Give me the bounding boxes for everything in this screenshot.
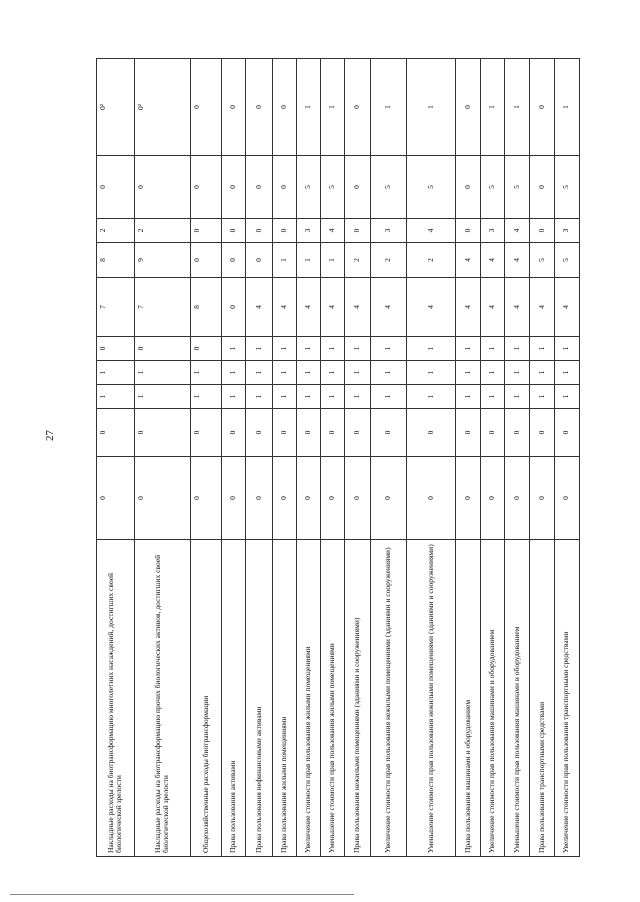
code-digit-cell: 0 [246, 243, 272, 278]
row-label: Увеличение стоимости прав пользования машинами и оборудованием [480, 540, 504, 857]
table-row [407, 59, 455, 857]
code-digit-cell: 0 [554, 457, 579, 540]
code-digit-cell: 4 [455, 243, 480, 278]
table-row [505, 59, 530, 857]
row-label: Права пользования активами [222, 540, 246, 857]
code-digit-cell: 4 [480, 278, 504, 337]
table-row [345, 59, 370, 857]
code-digit-cell: 1 [222, 385, 246, 409]
code-digit-cell: 4 [407, 278, 455, 337]
row-label: Права пользования транспортными средствами [530, 540, 554, 857]
code-digit-cell: 1 [321, 385, 345, 409]
code-digit-cell: 0 [321, 409, 345, 457]
code-digit-cell: 1 [296, 59, 320, 156]
code-digit-cell: 0 [246, 219, 272, 243]
code-digit-cell: 1 [554, 385, 579, 409]
code-digit-cell: 1 [370, 361, 407, 385]
code-digit-cell: 0 [134, 409, 190, 457]
code-digit-cell: 0 [345, 409, 370, 457]
code-digit-cell: 4 [321, 278, 345, 337]
code-digit-cell: 0 [505, 457, 530, 540]
code-digit-cell: 1 [321, 337, 345, 361]
code-digit-cell: 1 [296, 361, 320, 385]
code-digit-cell: 1 [134, 361, 190, 385]
row-label: Уменьшение стоимости прав пользования жилыми помещениями [321, 540, 345, 857]
rotated-table-wrapper [96, 59, 580, 857]
code-digit-cell: 2 [134, 219, 190, 243]
code-digit-cell: 8 [190, 278, 222, 337]
code-digit-cell: 5 [296, 156, 320, 219]
code-digit-cell: 0 [272, 59, 296, 156]
account-codes-table [96, 58, 580, 857]
code-digit-cell: 5 [554, 243, 579, 278]
code-digit-cell: 1 [272, 337, 296, 361]
code-digit-cell: 0 [190, 409, 222, 457]
code-digit-cell: 1 [134, 385, 190, 409]
code-digit-cell: 1 [272, 361, 296, 385]
code-digit-cell: 2 [370, 243, 407, 278]
row-label: Увеличение стоимости прав пользования транспортными средствами [554, 540, 579, 857]
code-digit-cell: 0 [97, 337, 135, 361]
code-digit-cell: 4 [321, 219, 345, 243]
code-digit-cell: 4 [455, 278, 480, 337]
code-digit-cell: 0 [272, 156, 296, 219]
code-digit-cell: 0² [134, 59, 190, 156]
code-digit-cell: 1 [530, 337, 554, 361]
code-digit-cell: 0 [480, 409, 504, 457]
code-digit-cell: 1 [296, 385, 320, 409]
code-digit-cell: 1 [246, 361, 272, 385]
code-digit-cell: 1 [321, 243, 345, 278]
code-digit-cell: 4 [272, 278, 296, 337]
code-digit-cell: 0 [345, 59, 370, 156]
code-digit-cell: 0 [222, 219, 246, 243]
code-digit-cell: 0 [222, 457, 246, 540]
code-digit-cell: 9 [134, 243, 190, 278]
code-digit-cell: 0 [97, 457, 135, 540]
table-row [246, 59, 272, 857]
code-digit-cell: 1 [455, 385, 480, 409]
table-row [134, 59, 190, 857]
code-digit-cell: 5 [480, 156, 504, 219]
code-digit-cell: 0 [407, 457, 455, 540]
code-digit-cell: 0 [505, 409, 530, 457]
code-digit-cell: 1 [407, 361, 455, 385]
code-digit-cell: 0 [272, 219, 296, 243]
row-label: Права пользования жилыми помещениями [272, 540, 296, 857]
code-digit-cell: 1 [505, 59, 530, 156]
page-number: 27 [44, 430, 56, 441]
row-label: Увеличение стоимости прав пользования нежилыми помещениями (зданиями и сооружениями) [370, 540, 407, 857]
code-digit-cell: 0 [246, 156, 272, 219]
code-digit-cell: 1 [480, 385, 504, 409]
table-row [530, 59, 554, 857]
code-digit-cell: 1 [370, 59, 407, 156]
code-digit-cell: 0 [272, 409, 296, 457]
row-label: Накладные расходы на биотрансформацию многолетних насаждений, достигших своей биологической зрелости [97, 540, 135, 857]
code-digit-cell: 0 [530, 219, 554, 243]
code-digit-cell: 0² [97, 59, 135, 156]
code-digit-cell: 1 [505, 385, 530, 409]
code-digit-cell: 1 [190, 385, 222, 409]
code-digit-cell: 0 [480, 457, 504, 540]
code-digit-cell: 1 [97, 361, 135, 385]
code-digit-cell: 7 [134, 278, 190, 337]
code-digit-cell: 1 [505, 337, 530, 361]
code-digit-cell: 1 [345, 337, 370, 361]
code-digit-cell: 4 [505, 243, 530, 278]
code-digit-cell: 8 [97, 243, 135, 278]
row-label: Уменьшение стоимости прав пользования машинами и оборудованием [505, 540, 530, 857]
code-digit-cell: 4 [505, 278, 530, 337]
code-digit-cell: 4 [407, 219, 455, 243]
code-digit-cell: 2 [345, 243, 370, 278]
code-digit-cell: 0 [530, 457, 554, 540]
code-digit-cell: 0 [370, 409, 407, 457]
code-digit-cell: 0 [407, 409, 455, 457]
code-digit-cell: 1 [272, 385, 296, 409]
code-digit-cell: 0 [246, 409, 272, 457]
code-digit-cell: 1 [345, 385, 370, 409]
code-digit-cell: 1 [455, 337, 480, 361]
code-digit-cell: 0 [296, 409, 320, 457]
code-digit-cell: 0 [530, 59, 554, 156]
code-digit-cell: 0 [530, 409, 554, 457]
code-digit-cell: 0 [554, 409, 579, 457]
code-digit-cell: 5 [505, 156, 530, 219]
code-digit-cell: 5 [407, 156, 455, 219]
table-row [554, 59, 579, 857]
row-label: Увеличение стоимости прав пользования жилыми помещениями [296, 540, 320, 857]
code-digit-cell: 0 [134, 156, 190, 219]
code-digit-cell: 0 [134, 337, 190, 361]
code-digit-cell: 0 [190, 337, 222, 361]
code-digit-cell: 2 [97, 219, 135, 243]
table-row [321, 59, 345, 857]
code-digit-cell: 1 [296, 243, 320, 278]
code-digit-cell: 0 [222, 278, 246, 337]
code-digit-cell: 4 [530, 278, 554, 337]
code-digit-cell: 1 [246, 337, 272, 361]
table-row [455, 59, 480, 857]
code-digit-cell: 0 [190, 219, 222, 243]
code-digit-cell: 0 [222, 59, 246, 156]
table-row [190, 59, 222, 857]
code-digit-cell: 5 [370, 156, 407, 219]
code-digit-cell: 0 [190, 59, 222, 156]
code-digit-cell: 0 [222, 243, 246, 278]
row-label: Общехозяйственные расходы биотрансформации [190, 540, 222, 857]
code-digit-cell: 0 [345, 457, 370, 540]
code-digit-cell: 1 [554, 361, 579, 385]
code-digit-cell: 4 [554, 278, 579, 337]
table-row [296, 59, 320, 857]
row-label: Права пользования нежилыми помещениями (зданиями и сооружениями) [345, 540, 370, 857]
code-digit-cell: 3 [480, 219, 504, 243]
code-digit-cell: 4 [480, 243, 504, 278]
code-digit-cell: 1 [370, 337, 407, 361]
code-digit-cell: 0 [455, 457, 480, 540]
code-digit-cell: 0 [97, 409, 135, 457]
code-digit-cell: 0 [190, 156, 222, 219]
code-digit-cell: 0 [246, 59, 272, 156]
code-digit-cell: 0 [455, 219, 480, 243]
code-digit-cell: 0 [530, 156, 554, 219]
code-digit-cell: 0 [345, 219, 370, 243]
row-label: Накладные расходы на биотрансформацию прочих биологических активов, достигших своей биологической зрелости [134, 540, 190, 857]
code-digit-cell: 1 [407, 59, 455, 156]
code-digit-cell: 0 [455, 409, 480, 457]
code-digit-cell: 7 [97, 278, 135, 337]
code-digit-cell: 0 [345, 156, 370, 219]
table-row [370, 59, 407, 857]
code-digit-cell: 0 [222, 156, 246, 219]
code-digit-cell: 5 [554, 156, 579, 219]
code-digit-cell: 0 [455, 156, 480, 219]
code-digit-cell: 1 [296, 337, 320, 361]
code-digit-cell: 0 [272, 457, 296, 540]
code-digit-cell: 4 [505, 219, 530, 243]
code-digit-cell: 5 [321, 156, 345, 219]
code-digit-cell: 1 [407, 337, 455, 361]
code-digit-cell: 1 [321, 361, 345, 385]
code-digit-cell: 1 [455, 361, 480, 385]
code-digit-cell: 3 [370, 219, 407, 243]
code-digit-cell: 0 [222, 409, 246, 457]
code-digit-cell: 1 [370, 385, 407, 409]
code-digit-cell: 1 [321, 59, 345, 156]
code-digit-cell: 0 [190, 243, 222, 278]
table-row [97, 59, 135, 857]
code-digit-cell: 1 [554, 337, 579, 361]
code-digit-cell: 1 [480, 337, 504, 361]
code-digit-cell: 0 [455, 59, 480, 156]
code-digit-cell: 1 [222, 361, 246, 385]
code-digit-cell: 0 [134, 457, 190, 540]
row-label: Уменьшение стоимости прав пользования нежилыми помещениями (зданиями и сооружениями) [407, 540, 455, 857]
code-digit-cell: 2 [407, 243, 455, 278]
code-digit-cell: 0 [321, 457, 345, 540]
code-digit-cell: 1 [530, 361, 554, 385]
code-digit-cell: 0 [370, 457, 407, 540]
table-row [272, 59, 296, 857]
code-digit-cell: 1 [530, 385, 554, 409]
code-digit-cell: 1 [345, 361, 370, 385]
code-digit-cell: 1 [246, 385, 272, 409]
table-row [222, 59, 246, 857]
code-digit-cell: 0 [190, 457, 222, 540]
row-label: Права пользования машинами и оборудованием [455, 540, 480, 857]
code-digit-cell: 1 [272, 243, 296, 278]
code-digit-cell: 4 [370, 278, 407, 337]
code-digit-cell: 0 [97, 156, 135, 219]
code-digit-cell: 1 [407, 385, 455, 409]
code-digit-cell: 0 [246, 457, 272, 540]
code-digit-cell: 1 [480, 59, 504, 156]
code-digit-cell: 1 [480, 361, 504, 385]
code-digit-cell: 1 [222, 337, 246, 361]
footnote-rule [10, 894, 354, 895]
code-digit-cell: 4 [296, 278, 320, 337]
code-digit-cell: 4 [246, 278, 272, 337]
row-label: Права пользования нефинансовыми активами [246, 540, 272, 857]
code-digit-cell: 5 [530, 243, 554, 278]
code-digit-cell: 1 [97, 385, 135, 409]
code-digit-cell: 3 [554, 219, 579, 243]
code-digit-cell: 1 [505, 361, 530, 385]
code-digit-cell: 1 [190, 361, 222, 385]
code-digit-cell: 4 [345, 278, 370, 337]
code-digit-cell: 1 [554, 59, 579, 156]
table-row [480, 59, 504, 857]
code-digit-cell: 0 [296, 457, 320, 540]
code-digit-cell: 3 [296, 219, 320, 243]
table-body [97, 59, 580, 857]
